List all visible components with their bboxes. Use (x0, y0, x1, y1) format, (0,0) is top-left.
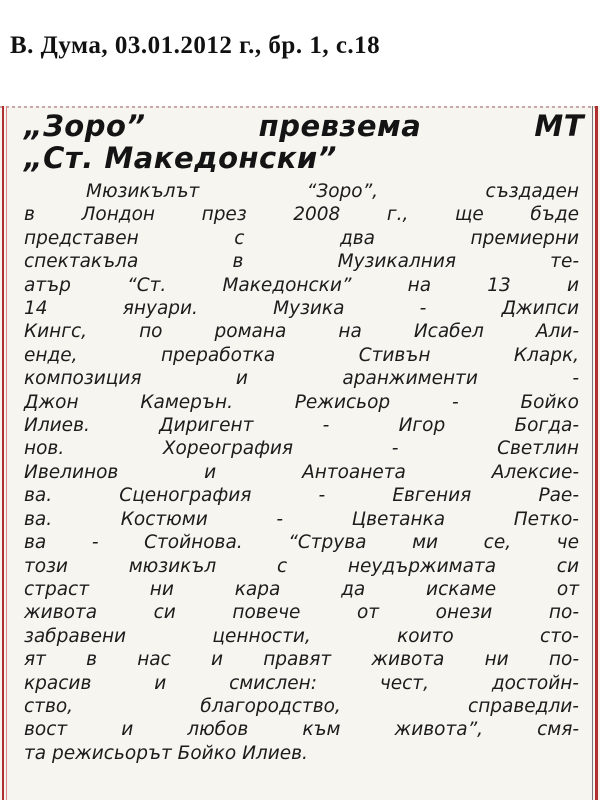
body-line: Джон Камерън. Режисьор - Бойко (24, 391, 579, 413)
article-body (24, 180, 579, 765)
body-line: та режисьорът Бойко Илиев. (24, 742, 308, 764)
body-line: ство, благородство, справедли- (24, 695, 579, 717)
body-line: Кингс, по романа на Исабел Али- (24, 321, 579, 343)
body-line: вост и любов към живота”, смя- (24, 719, 579, 741)
body-line: забравени ценности, които сто- (24, 625, 579, 647)
body-line: ят в нас и правят живота ни по- (24, 649, 579, 671)
right-column-rule-inner (592, 106, 593, 800)
body-line: Илиев. Диригент - Игор Богда- (24, 415, 579, 437)
body-line: ва. Костюми - Цветанка Петко- (24, 508, 579, 530)
body-line: представен с два премиерни (24, 227, 579, 249)
left-column-rule (2, 106, 4, 800)
body-line: страст ни кара да искаме от (24, 578, 579, 600)
body-line: 14 януари. Музика - Джипси (24, 298, 579, 320)
headline-line: „Зоро” превзема МТ (24, 109, 584, 143)
body-line: Мюзикълът “Зоро”, създаден (86, 181, 579, 202)
body-line: ва. Сценография - Евгения Рае- (24, 485, 579, 507)
body-line: ва - Стойнова. “Струва ми се, че (24, 532, 579, 554)
headline-line: „Ст. Македонски” (24, 141, 337, 175)
article-headline (24, 110, 584, 174)
body-line: в Лондон през 2008 г., ще бъде (24, 204, 579, 226)
body-line: енде, преработка Стивън Кларк, (24, 344, 579, 366)
body-line: композиция и аранжименти - (24, 368, 579, 390)
body-line: този мюзикъл с неудържимата си (24, 555, 579, 577)
source-citation: В. Дума, 03.01.2012 г., бр. 1, с.18 (10, 32, 381, 59)
left-column-rule-inner (6, 106, 7, 800)
clipping-top-edge (0, 106, 600, 108)
body-line: Ивелинов и Антоанета Алексие- (24, 461, 579, 483)
body-line: красив и смислен: чест, достойн- (24, 672, 579, 694)
right-column-rule (595, 106, 598, 800)
body-line: спектакъла в Музикалния те- (24, 251, 579, 273)
body-line: живота си повече от онези по- (24, 602, 579, 624)
body-line: атър “Ст. Македонски” на 13 и (24, 274, 579, 296)
body-line: нов. Хореография - Светлин (24, 438, 579, 460)
